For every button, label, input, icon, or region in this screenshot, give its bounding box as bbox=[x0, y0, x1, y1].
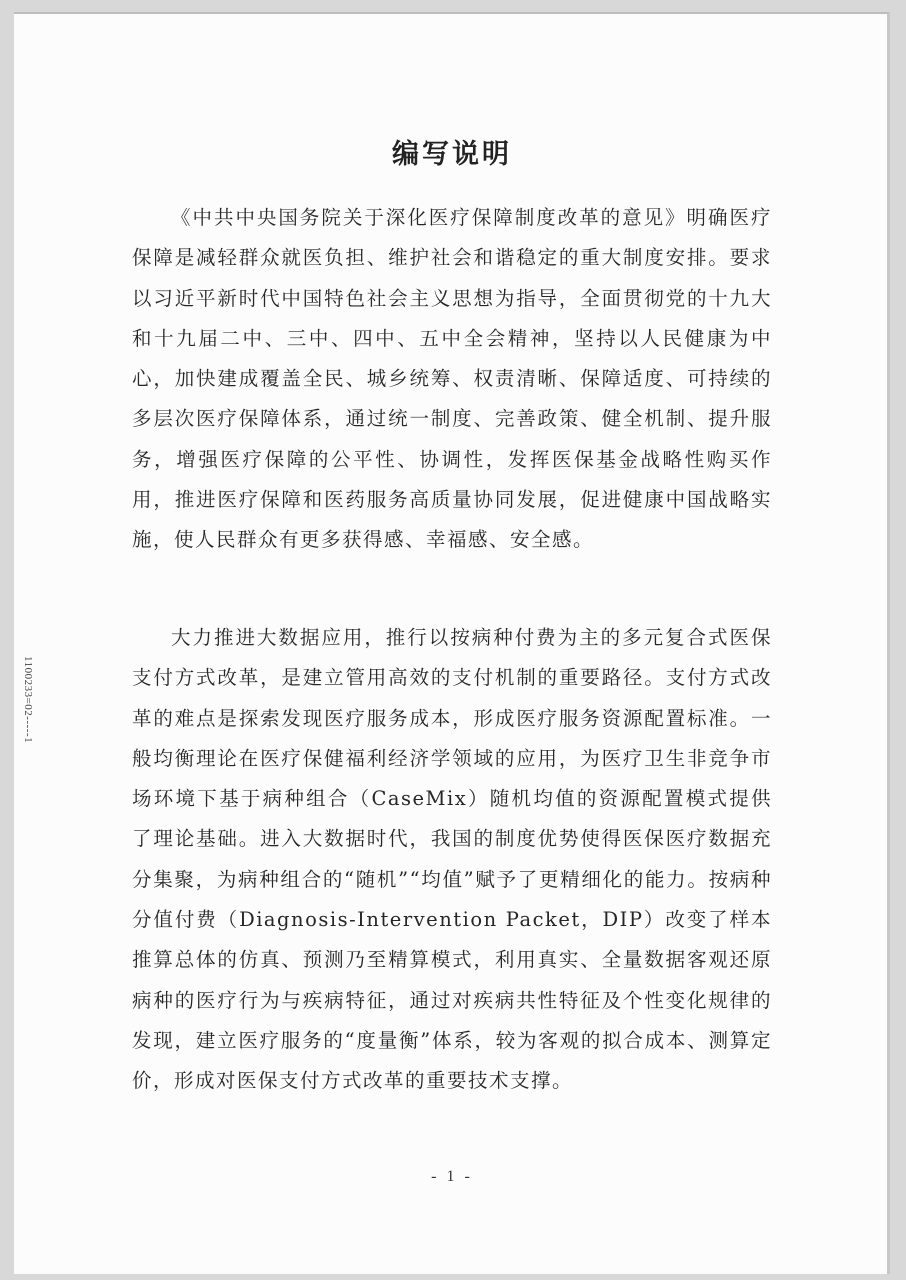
document-page bbox=[14, 12, 890, 1274]
page-number: - 1 - bbox=[431, 1168, 473, 1185]
margin-code: 1100233=02-----1 bbox=[22, 656, 34, 744]
paragraph-1: 《中共中央国务院关于深化医疗保障制度改革的意见》明确医疗保障是减轻群众就医负担、维护社会和谐稳定的重大制度安排。要求以习近平新时代中国特色社会主义思想为指导，全面贯彻党的十九大和十九届二中、三中、四中、五中全会精神，坚持以人民健康为中心，加快建成覆盖全民、城乡统筹、权责清晰、保障适度、可持续的多层次医疗保障体系，通过统一制度、完善政策、健全机制、提升服务，增强医疗保障的公平性、协调性，发挥医保基金战略性购买作用，推进医疗保障和医药服务高质量协同发展，促进健康中国战略实施，使人民群众有更多获得感、幸福感、安全感。 bbox=[132, 206, 772, 552]
paragraph-2: 大力推进大数据应用，推行以按病种付费为主的多元复合式医保支付方式改革，是建立管用高效的支付机制的重要路径。支付方式改革的难点是探索发现医疗服务成本，形成医疗服务资源配置标准。一般均衡理论在医疗保健福利经济学领域的应用，为医疗卫生非竞争市场环境下基于病种组合（CaseMix）随机均值的资源配置模式提供了理论基础。进入大数据时代，我国的制度优势使得医保医疗数据充分集聚，为病种组合的“随机”“均值”赋予了更精细化的能力。按病种分值付费（Diagnosis-Intervention Packet，DIP）改变了样本推算总体的仿真、预测乃至精算模式，利用真实、全量数据客观还原病种的医疗行为与疾病特征，通过对疾病共性特征及个性变化规律的发现，建立医疗服务的“度量衡”体系，较为客观的拟合成本、测算定价，形成对医保支付方式改革的重要技术支撑。 bbox=[132, 626, 772, 1093]
page-title: 编写说明 bbox=[392, 139, 512, 170]
